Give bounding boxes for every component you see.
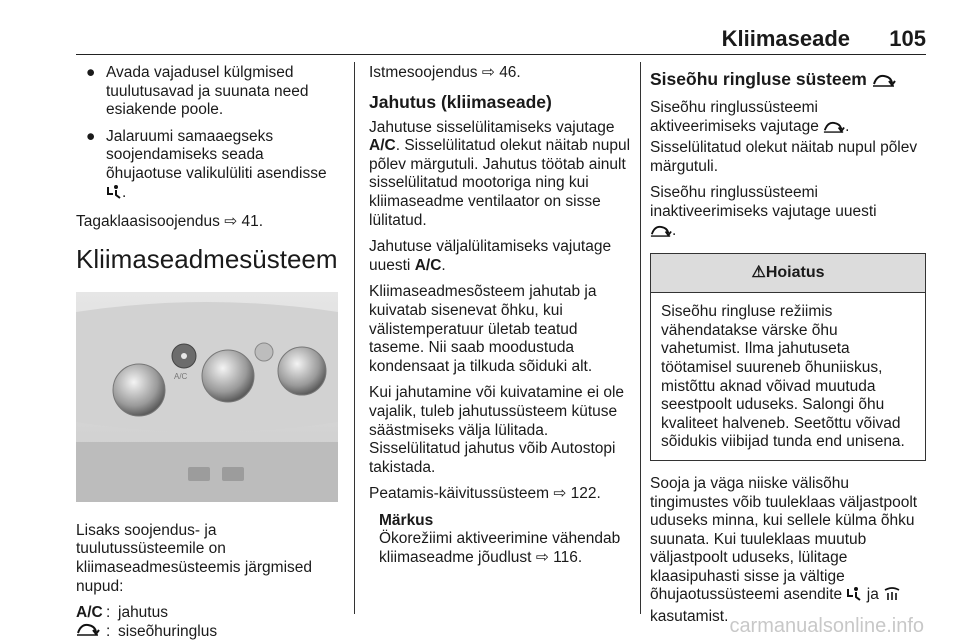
note-text: Ökorežiimi aktiveerimine vähendab kliimaseadme jõudlust ⇨ 116.	[379, 530, 621, 567]
ac-symbol: A/C	[76, 604, 103, 622]
cooling-on-text: Jahutuse sisselülitamiseks vajutage A/C. Sisselülitatud olekut näitab nupul põlev märgutuli. Jahutus töötab ainult sisselülitatud mootoriga ning kui kliimaseadme ventilaator on sisse lülitatud.	[369, 118, 631, 229]
recirculation-icon	[650, 225, 672, 244]
climate-panel-photo	[76, 292, 338, 502]
column-divider-right	[640, 62, 641, 614]
bullet-item: ● Jalaruumi samaaegseks soojendamiseks seada õhujaotuse valikulüliti asendisse .	[76, 128, 338, 205]
column-2	[369, 64, 635, 568]
bullet-list	[76, 64, 338, 205]
button-definitions	[76, 604, 338, 642]
seat-heating-ref: Istmesoojendus ⇨ 46.	[369, 64, 521, 81]
note-block	[379, 512, 635, 568]
bullet-item: ● Avada vajadusel külgmised tuulutusavad ja suunata need esiakende poole.	[86, 64, 309, 119]
section-heading: Kliimaseadmesüsteem	[76, 243, 338, 274]
def-cooling: jahutus	[118, 604, 168, 622]
recirculation-heading: Siseõhu ringluse süsteem	[650, 68, 926, 93]
header-rule	[76, 54, 926, 55]
intro-text: Lisaks soojendus- ja tuulutussüsteemile on kliimaseadmesüsteemis järgmised nupud:	[76, 521, 313, 595]
column-1	[76, 64, 338, 642]
defrost-icon	[883, 586, 901, 608]
note-title: Märkus	[379, 511, 434, 529]
warning-header: ⚠Hoiatus	[651, 254, 925, 293]
column-3	[650, 64, 926, 635]
fuel-saving-text: Kui jahutamine või kuivatamine ei ole vajalik, tuleb jahutussüsteem kütuse säästmiseks välja lülitada. Sisselülitatud jahutus võib Autostopi takistada.	[369, 384, 625, 476]
recirculation-icon	[76, 623, 106, 642]
stop-start-ref: Peatamis-käivitussüsteem ⇨ 122.	[369, 485, 601, 503]
def-sep: :	[106, 622, 111, 640]
page-number: 105	[889, 26, 926, 51]
warning-text: Siseõhu ringluse režiimis vähendatakse värske õhu vahetumist. Ilma jahutuseta töötamisel suureneb õhuniiskus, mistõttu aknad võivad muutuda seestpoolt uduseks. Salongi õhu kvaliteet halveneb. Seetõttu võivad sõidukis viibijad tunda end unisena.	[661, 303, 905, 451]
page-ref-arrow-icon: ⇨	[553, 485, 567, 503]
def-recirculation: siseõhuringlus	[118, 622, 218, 640]
def-sep: :	[106, 604, 111, 622]
footwell-airflow-icon	[106, 184, 122, 206]
page-ref-arrow-icon: ⇨	[535, 549, 549, 567]
page-header-title: Kliimaseade	[721, 26, 850, 51]
recirculation-icon	[823, 121, 845, 140]
recirculation-activate: Siseõhu ringlussüsteemi aktiveerimiseks vajutage . Sisselülitatud olekut näitab nupul põlev märgutuli.	[650, 99, 918, 175]
warning-icon: ⚠	[751, 264, 766, 282]
recirculation-deactivate: Siseõhu ringlussüsteemi inaktiveerimiseks vajutage uuesti .	[650, 184, 926, 243]
recirculation-icon	[872, 71, 896, 93]
rear-heating-ref: Tagaklaasisoojendus ⇨ 41.	[76, 213, 264, 231]
column-divider-left	[354, 62, 355, 614]
cooling-off-text: Jahutuse väljalülitamiseks vajutage uuesti A/C.	[369, 238, 612, 274]
humid-conditions-text: Sooja ja väga niiske välisõhu tingimustes võib tuuleklaas väljastpoolt uduseks minna, kui sellele külma õhku suunata. Kui tuuleklaas muutub väljastpoolt uduseks, lülitage klaasipuhasti sisse ja vältige õhujaotussüsteemi asendite ja kasutamist.	[650, 474, 918, 626]
svg-text:A/C: A/C	[174, 371, 188, 381]
page-ref-arrow-icon: ⇨	[224, 213, 238, 231]
cooling-description: Kliimaseadmesõsteem jahutab ja kuivatab sisenevat õhku, kui välistemperatuur ületab teatud taseme. Nii saab moodustuda kondensaat ja tilkuda sõiduki alt.	[369, 283, 597, 375]
footwell-airflow-icon	[846, 586, 862, 608]
warning-box	[650, 253, 926, 461]
cooling-heading: Jahutus (kliimaseade)	[369, 91, 552, 112]
watermark: carmanualsonline.info	[729, 615, 924, 637]
page-ref-arrow-icon: ⇨	[481, 64, 495, 81]
